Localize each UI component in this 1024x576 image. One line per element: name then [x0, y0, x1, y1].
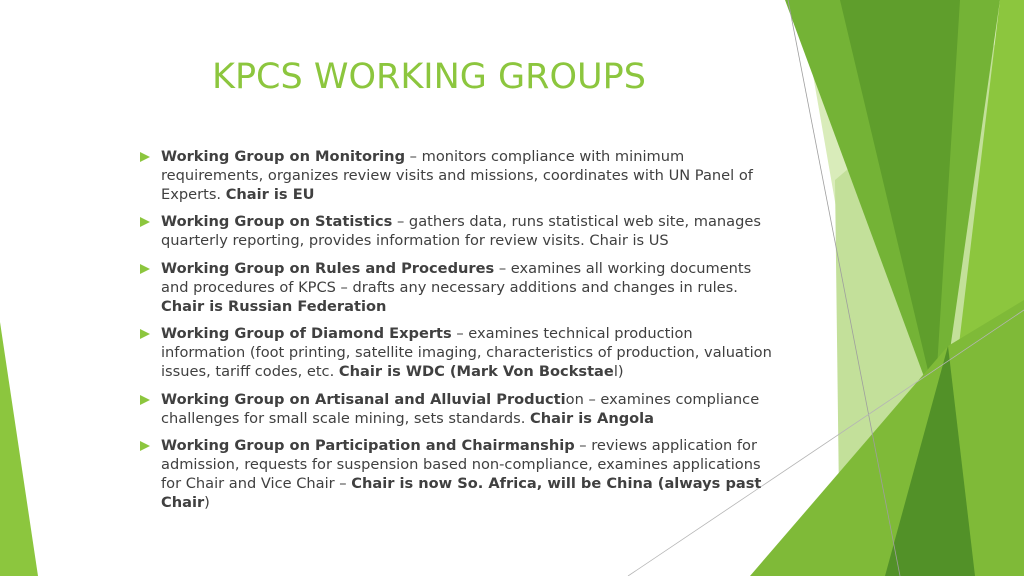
bullet-bold-text: Working Group on Monitoring	[161, 148, 406, 165]
bullet-item	[140, 148, 780, 204]
bullet-item	[140, 437, 780, 512]
triangle-bullet-icon	[140, 395, 150, 405]
bullet-bold-text: Working Group on Statistics	[161, 213, 393, 231]
left-edge-facet	[0, 322, 38, 576]
bullet-text: )	[204, 493, 210, 511]
bullet-bold-text: Working Group on Rules and Procedures	[161, 259, 495, 277]
triangle-bullet-icon	[140, 441, 150, 451]
bullet-text: – examines technical production information (foot printing, satellite imaging, characteristics of production, valuation issues, tariff codes, etc.	[161, 325, 772, 380]
bullet-bold-text: Chair is now So. Africa, will be China (always past Chair	[161, 474, 762, 511]
bullet-text: – reviews application for admission, requests for suspension based non-compliance, examines applications for Chair and Vice Chair –	[161, 437, 761, 492]
bullet-bold-text: Chair is WDC (Mark Von Bockstae	[338, 362, 614, 380]
triangle-bullet-icon	[140, 152, 150, 162]
triangle-bullet-icon	[140, 264, 150, 274]
bullet-text: – examines all working documents and procedures of KPCS – drafts any necessary additions and changes in rules.	[161, 259, 752, 296]
bullet-bold-text: Chair is Angola	[530, 409, 655, 427]
triangle-bullet-icon	[140, 217, 150, 227]
bullet-text: on – examines compliance challenges for small scale mining, sets standards.	[161, 390, 760, 427]
slide-title: KPCS WORKING GROUPS	[212, 57, 646, 97]
bullet-bold-text: Chair is EU	[225, 185, 315, 203]
bullet-bold-text: Working Group of Diamond Experts	[161, 325, 452, 343]
bullet-item	[140, 213, 780, 251]
bullet-text: – monitors compliance with minimum requirements, organizes review visits and missions, coordinates with UN Panel of Experts.	[161, 148, 753, 203]
bullet-bold-text: Working Group on Artisanal and Alluvial Producti	[161, 390, 566, 408]
bullet-bold-text: Chair is Russian Federation	[161, 297, 387, 315]
bullet-bold-text: Working Group on Participation and Chairmanship	[161, 437, 575, 455]
bullet-list	[140, 148, 780, 522]
bullet-text: l)	[613, 362, 624, 380]
bullet-item	[140, 391, 780, 429]
bullet-item	[140, 325, 780, 381]
bullet-text: – gathers data, runs statistical web site, manages quarterly reporting, provides information for review visits. Chair is US	[161, 213, 761, 250]
triangle-bullet-icon	[140, 329, 150, 339]
bullet-item	[140, 260, 780, 316]
